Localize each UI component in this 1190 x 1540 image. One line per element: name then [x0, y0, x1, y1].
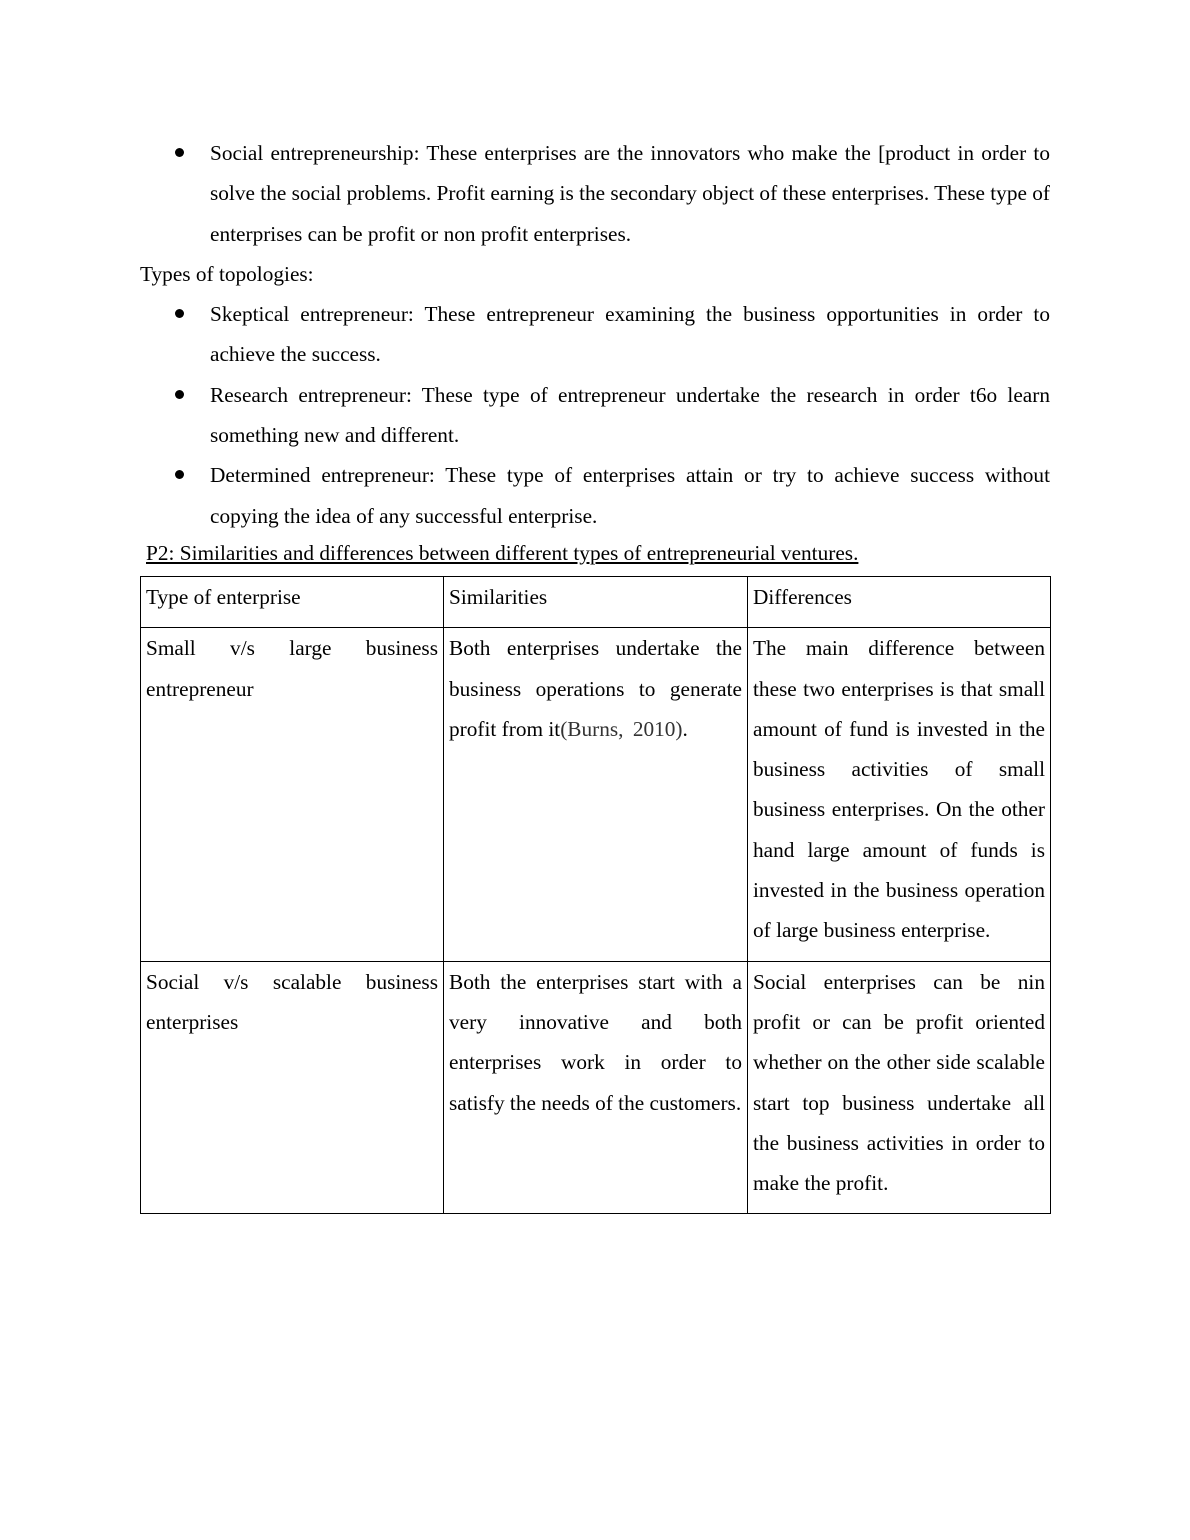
list-item — [140, 375, 1050, 456]
list-item-text: Social entrepreneurship: These enterprises are the innovators who make the [product in order to solve the social problems. Profit earning is the secondary object of these enterprises. These type of enterprises can be profit or non profit enterprises. — [210, 141, 1050, 246]
list-item — [140, 294, 1050, 375]
cell-differences: The main difference between these two enterprises is that small amount of fund is invested in the business activities of small business enterprises. On the other hand large amount of funds is invested in the business operation of large business enterprise. — [748, 628, 1051, 961]
list-item — [140, 133, 1050, 254]
comparison-table — [140, 576, 1051, 1214]
enterprise-types-list — [140, 133, 1050, 254]
document-page — [140, 133, 1050, 1214]
table-row — [141, 628, 1051, 961]
topologies-heading: Types of topologies: — [140, 261, 314, 286]
table-header-row — [141, 576, 1051, 627]
section-heading: P2: Similarities and differences between different types of entrepreneurial ventures. — [146, 540, 859, 565]
header-differences: Differences — [748, 576, 1051, 627]
list-item-text: Skeptical entrepreneur: These entrepreneur examining the business opportunities in order to achieve the success. — [210, 302, 1050, 367]
bullet-icon — [175, 470, 184, 479]
cell-differences: Social enterprises can be nin profit or can be profit oriented whether on the other side scalable start top business undertake all the business activities in order to make the profit. — [748, 961, 1051, 1214]
list-item-text: Research entrepreneur: These type of entrepreneur undertake the research in order t6o learn something new and different. — [210, 382, 1050, 448]
cell-similarities-end: . — [682, 716, 688, 741]
cell-similarities-text: Both enterprises undertake the business operations to generate profit from it — [449, 636, 742, 741]
header-type-of-enterprise: Type of enterprise — [141, 576, 444, 627]
cell-type: Small v/s large business entrepreneur — [141, 628, 444, 961]
cell-type: Social v/s scalable business enterprises — [141, 961, 444, 1214]
citation: (Burns, 2010) — [560, 716, 683, 741]
header-similarities: Similarities — [444, 576, 748, 627]
topologies-list — [140, 294, 1050, 536]
table-row — [141, 961, 1051, 1214]
cell-similarities — [444, 628, 748, 961]
list-item — [140, 455, 1050, 536]
list-item-text: Determined entrepreneur: These type of enterprises attain or try to achieve success without copying the idea of any successful enterprise. — [210, 463, 1050, 528]
bullet-icon — [175, 148, 184, 157]
bullet-icon — [175, 309, 184, 318]
bullet-icon — [175, 390, 184, 399]
cell-similarities: Both the enterprises start with a very innovative and both enterprises work in order to satisfy the needs of the customers. — [444, 961, 748, 1214]
